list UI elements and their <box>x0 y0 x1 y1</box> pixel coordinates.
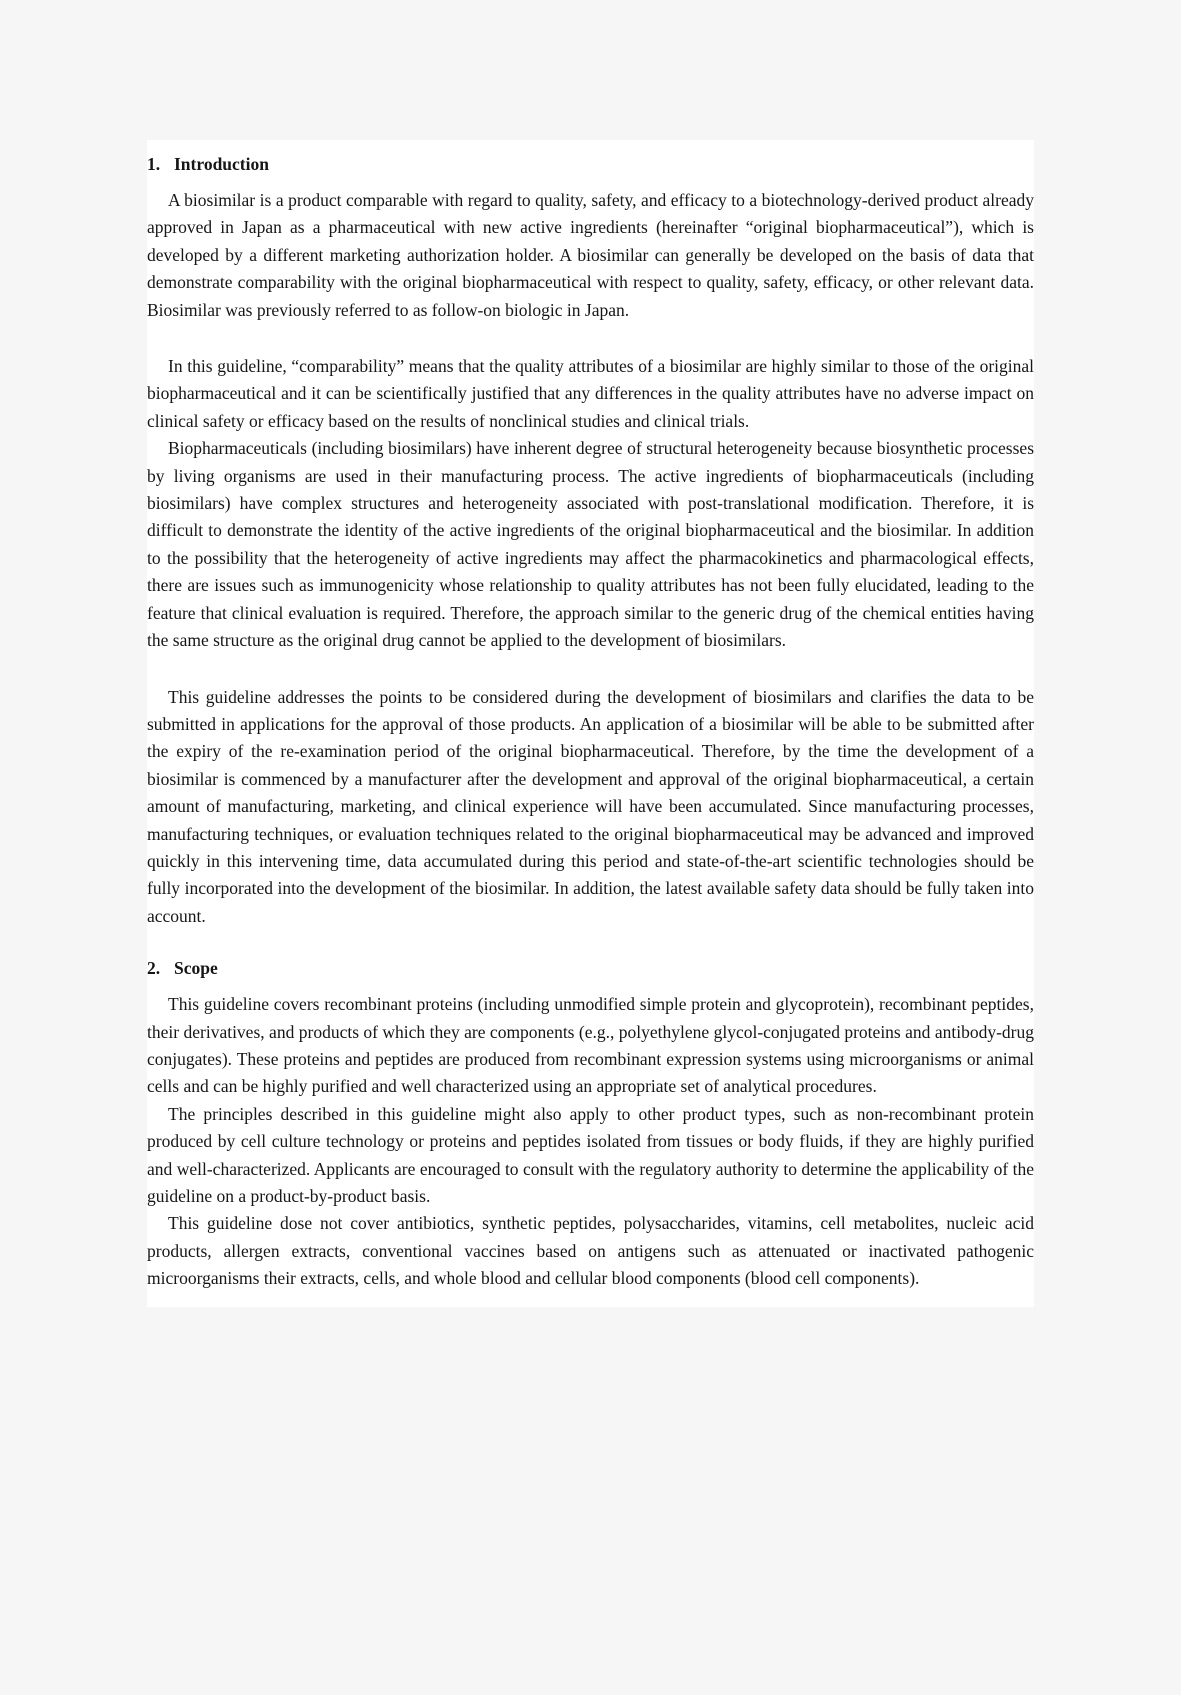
section-title: Introduction <box>174 154 269 174</box>
document-body <box>147 140 1034 1307</box>
paragraph-scope-coverage: This guideline covers recombinant proteins (including unmodified simple protein and glycoprotein), recombinant peptides, their derivatives, and products of which they are components (e.g., polyethylene glycol-conjugated proteins and antibody-drug conjugates). These proteins and peptides are produced from recombinant expression systems using microorganisms or animal cells and can be highly purified and well characterized using an appropriate set of analytical procedures. <box>147 994 1034 1097</box>
paragraph-comparability-definition: In this guideline, “comparability” means that the quality attributes of a biosimilar are highly similar to those of the original biopharmaceutical and it can be scientifically justified that any differences in the quality attributes have no adverse impact on clinical safety or efficacy based on the results of nonclinical studies and clinical trials. <box>147 356 1034 431</box>
paragraph-structural-heterogeneity: Biopharmaceuticals (including biosimilars) have inherent degree of structural heterogeneity because biosynthetic processes by living organisms are used in their manufacturing process. The active ingredients of biopharmaceuticals (including biosimilars) have complex structures and heterogeneity associated with post-translational modification. Therefore, it is difficult to demonstrate the identity of the active ingredients of the original biopharmaceutical and the biosimilar. In addition to the possibility that the heterogeneity of active ingredients may affect the pharmacokinetics and pharmacological effects, there are issues such as immunogenicity whose relationship to quality attributes has not been fully elucidated, leading to the feature that clinical evaluation is required. Therefore, the approach similar to the generic drug of the chemical entities having the same structure as the original drug cannot be applied to the development of biosimilars. <box>147 438 1034 651</box>
paragraph-guideline-purpose: This guideline addresses the points to be considered during the development of biosimilars and clarifies the data to be submitted in applications for the approval of those products. An application of a biosimilar will be able to be submitted after the expiry of the re-examination period of the original biopharmaceutical. Therefore, by the time the development of a biosimilar is commenced by a manufacturer after the development and approval of the original biopharmaceutical, a certain amount of manufacturing, marketing, and clinical experience will have been accumulated. Since manufacturing processes, manufacturing techniques, or evaluation techniques related to the original biopharmaceutical may be advanced and improved quickly in this intervening time, data accumulated during this period and state-of-the-art scientific technologies should be fully incorporated into the development of the biosimilar. In addition, the latest available safety data should be fully taken into account. <box>147 686 1034 926</box>
section-heading-scope <box>147 955 1034 982</box>
section-title: Scope <box>174 958 218 979</box>
paragraph-scope-other-products: The principles described in this guideline might also apply to other product types, such as non-recombinant protein produced by cell culture technology or proteins and peptides isolated from tissues or body fluids, if they are highly purified and well-characterized. Applicants are encouraged to consult with the regulatory authority to determine the applicability of the guideline on a product-by-product basis. <box>147 1103 1034 1206</box>
section-heading-introduction <box>147 151 1034 178</box>
paragraph-scope-exclusions: This guideline dose not cover antibiotics, synthetic peptides, polysaccharides, vitamins, cell metabolites, nucleic acid products, allergen extracts, conventional vaccines based on antigens such as attenuated or inactivated pathogenic microorganisms their extracts, cells, and whole blood and cellular blood components (blood cell components). <box>147 1213 1034 1289</box>
paragraph-biosimilar-definition: A biosimilar is a product comparable with regard to quality, safety, and efficacy to a biotechnology-derived product already approved in Japan as a pharmaceutical with new active ingredients (hereinafter “original biopharmaceutical”), which is developed by a different marketing authorization holder. A biosimilar can generally be developed on the basis of data that demonstrate comparability with the original biopharmaceutical with respect to quality, safety, efficacy, or other relevant data. Biosimilar was previously referred to as follow-on biologic in Japan. <box>147 190 1034 320</box>
section-number: 1. <box>147 154 161 174</box>
section-number: 2. <box>147 958 161 979</box>
